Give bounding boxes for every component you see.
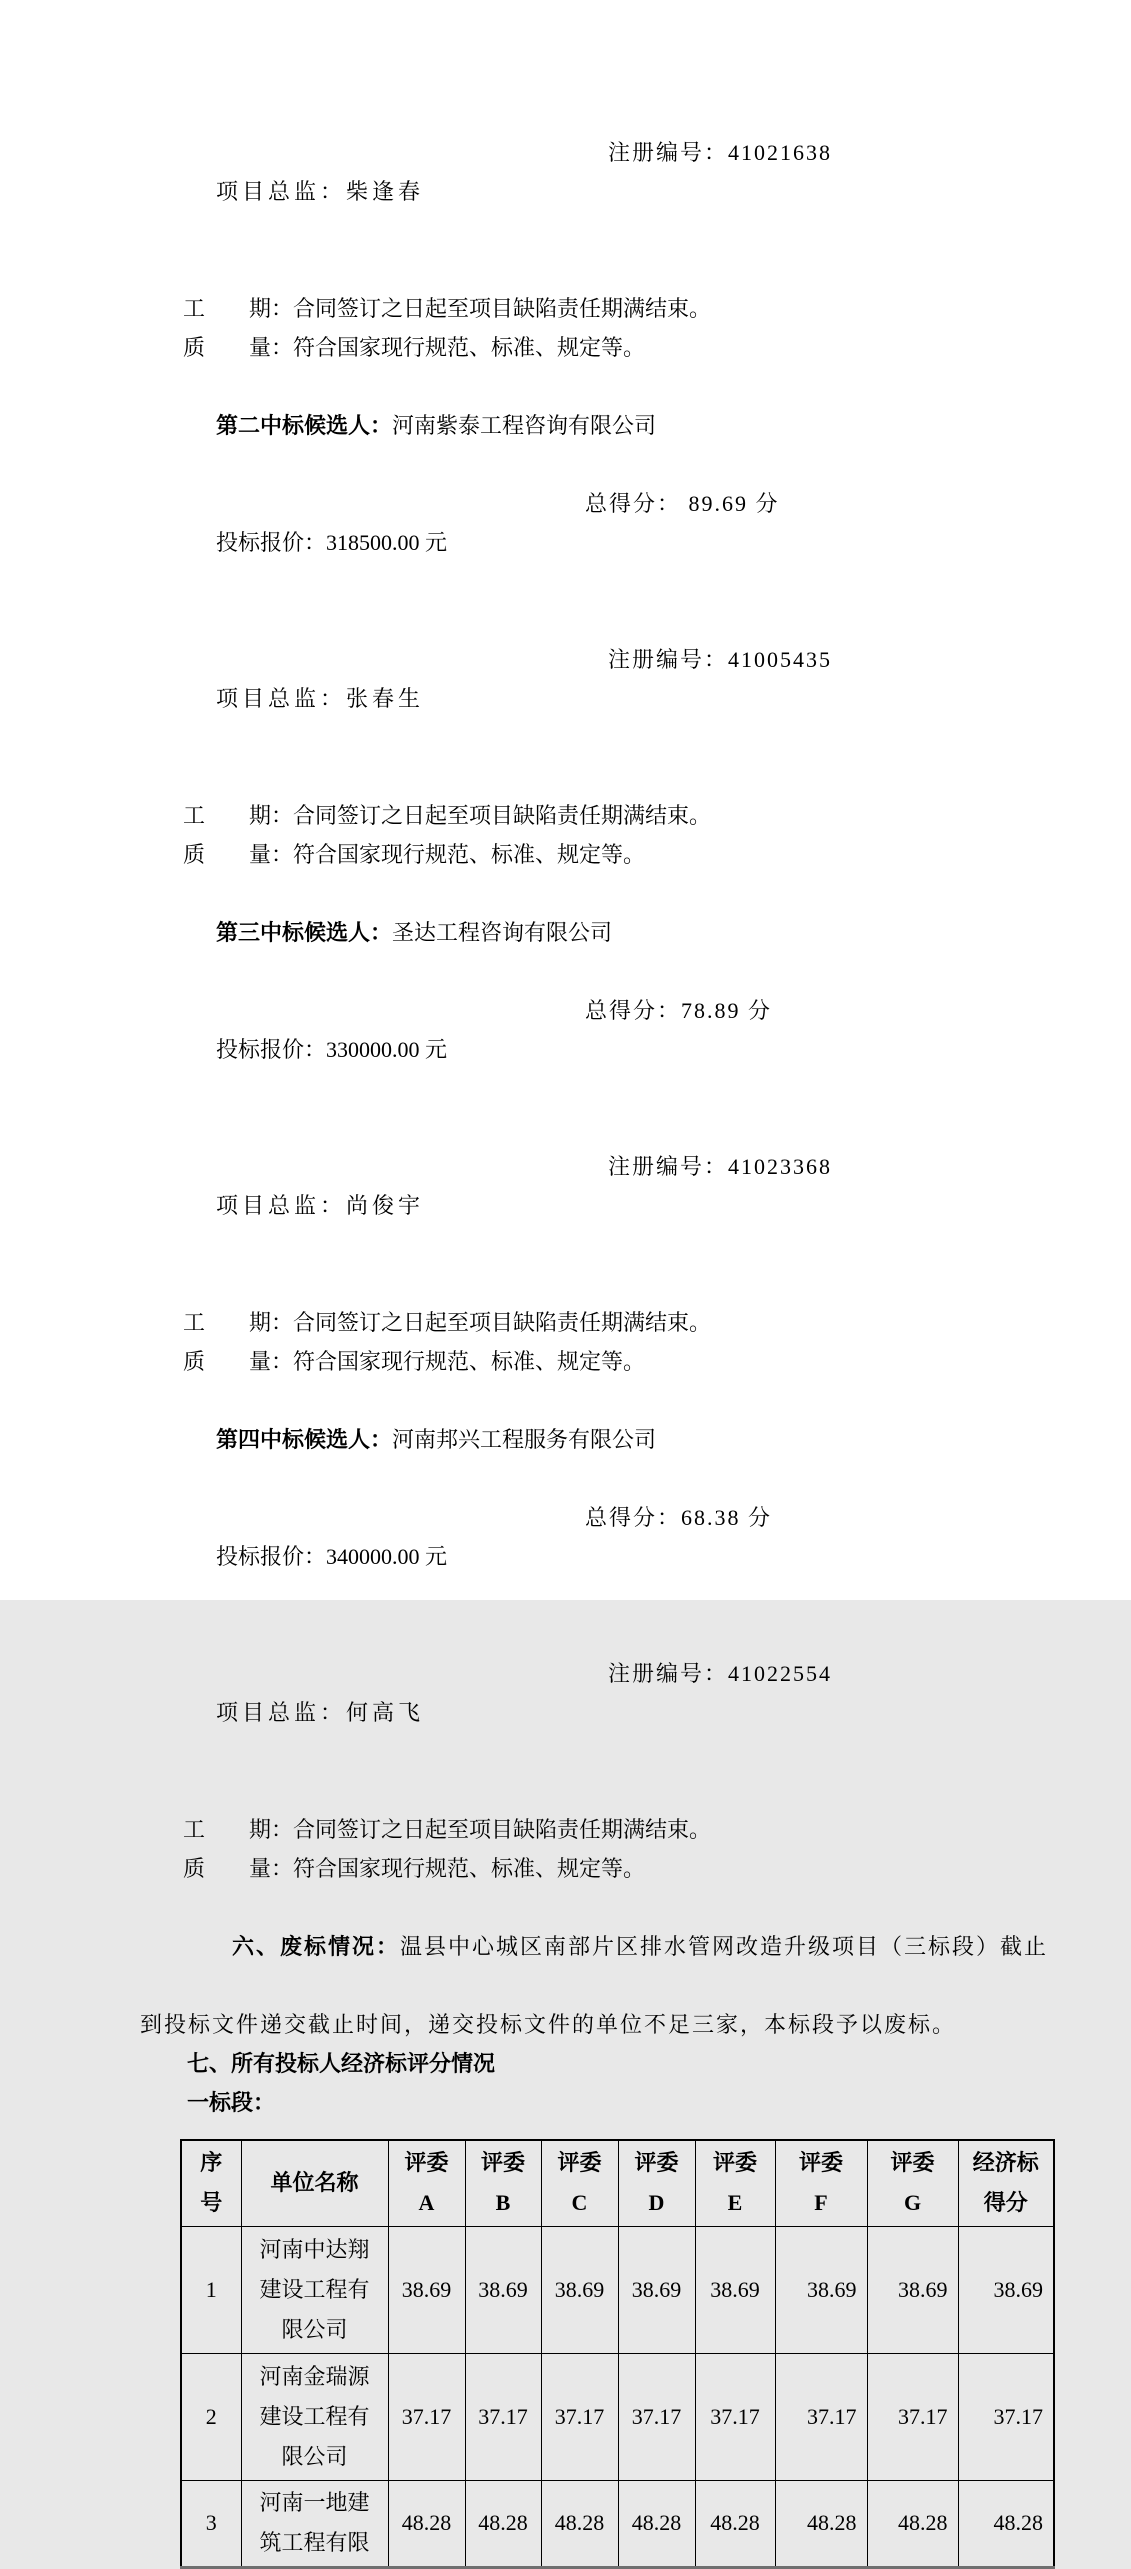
- section6-heading: 六、废标情况：: [232, 1934, 401, 1959]
- score-cell: 38.69: [618, 2226, 695, 2353]
- table-header-row: [181, 2140, 1054, 2226]
- header-judge-a: 评委 A: [388, 2140, 465, 2226]
- director-line: [140, 1147, 991, 1303]
- candidate-company: 圣达工程咨询有限公司: [392, 920, 613, 945]
- score-cell: 48.28: [867, 2480, 958, 2567]
- header-judge-g: 评委 G: [867, 2140, 958, 2226]
- bid-line: [140, 991, 991, 1147]
- candidate-heading: [140, 874, 991, 991]
- bid-line: [140, 484, 991, 640]
- score-cell: 48.28: [958, 2480, 1054, 2567]
- header-economic-score: 经济标 得分: [958, 2140, 1054, 2226]
- score-cell: 48.28: [618, 2480, 695, 2567]
- score-cell: 38.69: [775, 2226, 867, 2353]
- row-seq: 1: [181, 2226, 241, 2353]
- section7-subheading: 一标段：: [187, 2090, 276, 2115]
- economic-score-table: [180, 2139, 1055, 2569]
- director-label: 项目总监：尚俊宇: [216, 1193, 425, 1218]
- candidate-company: 河南邦兴工程服务有限公司: [392, 1427, 657, 1452]
- row-seq: 3: [181, 2480, 241, 2567]
- score-cell: 37.17: [618, 2353, 695, 2480]
- director-line: [140, 640, 991, 796]
- candidate-heading: [140, 367, 991, 484]
- score-cell: 37.17: [958, 2353, 1054, 2480]
- candidate-heading: [140, 1381, 991, 1498]
- bid-line: [140, 1498, 991, 1654]
- row-unit-name: 河南金瑞源 建设工程有 限公司: [241, 2353, 388, 2480]
- header-judge-c: 评委 C: [541, 2140, 618, 2226]
- director-label: 项目总监：何高飞: [216, 1700, 425, 1725]
- score-cell: 38.69: [867, 2226, 958, 2353]
- quality-line: 质 量：符合国家现行规范、标准、规定等。: [183, 842, 646, 867]
- quality-line: 质 量：符合国家现行规范、标准、规定等。: [183, 1349, 646, 1374]
- header-judge-d: 评委 D: [618, 2140, 695, 2226]
- candidate-company: 河南紫泰工程咨询有限公司: [392, 413, 657, 438]
- quality-line: 质 量：符合国家现行规范、标准、规定等。: [183, 335, 646, 360]
- score-cell: 48.28: [388, 2480, 465, 2567]
- score-cell: 38.69: [465, 2226, 541, 2353]
- duration-line: 工 期：合同签订之日起至项目缺陷责任期满结束。: [183, 803, 712, 828]
- score-cell: 37.17: [695, 2353, 775, 2480]
- bid-price: 投标报价：318500.00 元: [216, 530, 448, 555]
- score-cell: 38.69: [695, 2226, 775, 2353]
- section6-line1: [140, 1888, 1049, 2005]
- score-cell: 38.69: [388, 2226, 465, 2353]
- section7-heading: 七、所有投标人经济标评分情况: [187, 2051, 496, 2076]
- header-seq: 序 号: [181, 2140, 241, 2226]
- header-judge-e: 评委 E: [695, 2140, 775, 2226]
- bid-price: 投标报价：340000.00 元: [216, 1544, 448, 1569]
- total-score: 总得分： 89.69 分: [585, 491, 780, 516]
- score-cell: 48.28: [695, 2480, 775, 2567]
- duration-line: 工 期：合同签订之日起至项目缺陷责任期满结束。: [183, 1310, 712, 1335]
- registration-number: 注册编号：41023368: [608, 1154, 833, 1179]
- director-label: 项目总监：柴逢春: [216, 179, 425, 204]
- candidate-heading-label: 第二中标候选人：: [216, 413, 393, 438]
- table-row: [181, 2353, 1054, 2480]
- total-score: 总得分：68.38 分: [585, 1505, 773, 1530]
- registration-number: 注册编号：41005435: [608, 647, 833, 672]
- director-line: [140, 1654, 991, 1810]
- section6-text: 温县中心城区南部片区排水管网改造升级项目（三标段）截止: [400, 1934, 1049, 1959]
- header-judge-b: 评委 B: [465, 2140, 541, 2226]
- section6-line2: 到投标文件递交截止时间，递交投标文件的单位不足三家，本标段予以废标。: [140, 2012, 957, 2037]
- total-score: 总得分：78.89 分: [585, 998, 773, 1023]
- score-cell: 38.69: [958, 2226, 1054, 2353]
- duration-line: 工 期：合同签订之日起至项目缺陷责任期满结束。: [183, 296, 712, 321]
- registration-number: 注册编号：41022554: [608, 1661, 833, 1686]
- candidate-heading-label: 第四中标候选人：: [216, 1427, 393, 1452]
- score-cell: 48.28: [775, 2480, 867, 2567]
- score-cell: 48.28: [465, 2480, 541, 2567]
- duration-line: 工 期：合同签订之日起至项目缺陷责任期满结束。: [183, 1817, 712, 1842]
- score-cell: 37.17: [775, 2353, 867, 2480]
- director-line: [140, 133, 991, 289]
- score-cell: 37.17: [541, 2353, 618, 2480]
- registration-number: 注册编号：41021638: [608, 140, 833, 165]
- table-row-truncated: [181, 2480, 1054, 2567]
- director-label: 项目总监：张春生: [216, 686, 425, 711]
- row-seq: 2: [181, 2353, 241, 2480]
- row-unit-name: 河南中达翔 建设工程有 限公司: [241, 2226, 388, 2353]
- score-cell: 48.28: [541, 2480, 618, 2567]
- bid-price: 投标报价：330000.00 元: [216, 1037, 448, 1062]
- quality-line: 质 量：符合国家现行规范、标准、规定等。: [183, 1856, 646, 1881]
- header-unit-name: 单位名称: [241, 2140, 388, 2226]
- score-cell: 38.69: [541, 2226, 618, 2353]
- header-judge-f: 评委 F: [775, 2140, 867, 2226]
- score-cell: 37.17: [388, 2353, 465, 2480]
- table-row: [181, 2226, 1054, 2353]
- candidate-heading-label: 第三中标候选人：: [216, 920, 393, 945]
- score-cell: 37.17: [867, 2353, 958, 2480]
- score-cell: 37.17: [465, 2353, 541, 2480]
- row-unit-name: 河南一地建 筑工程有限: [241, 2480, 388, 2567]
